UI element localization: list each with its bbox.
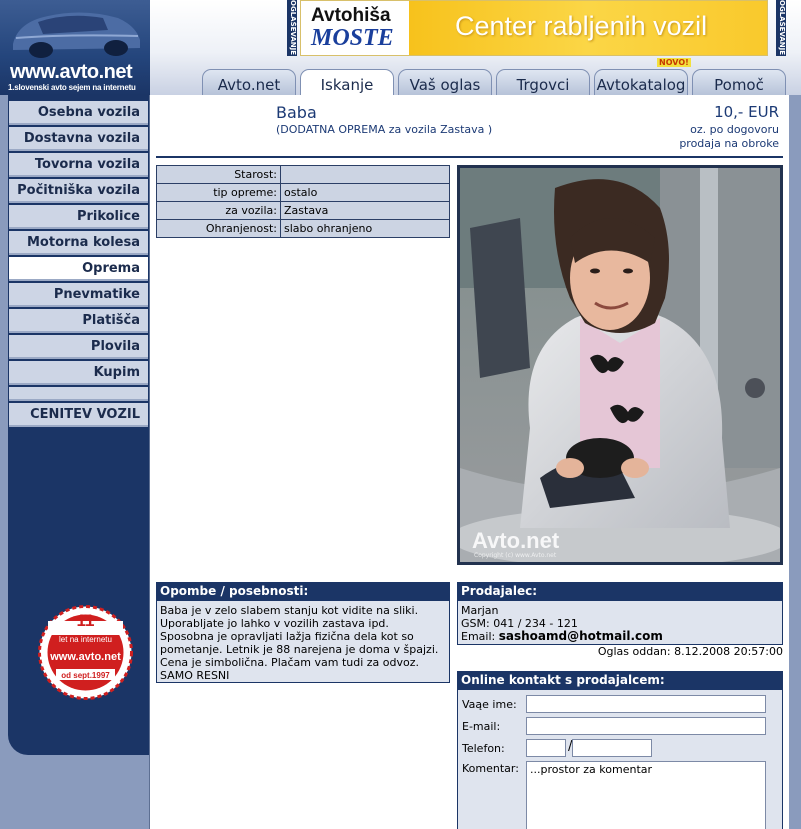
listing-main <box>149 95 789 829</box>
banner-logo <box>301 1 409 55</box>
contact-header: Online kontakt s prodajalcem: <box>457 671 783 689</box>
spec-label: tip opreme: <box>157 184 281 202</box>
car-logo-icon <box>8 4 143 60</box>
notes-header: Opombe / posebnosti: <box>156 582 450 600</box>
seller-email-row <box>461 630 779 643</box>
sidebar-item-dostavna-vozila[interactable]: Dostavna vozila <box>9 127 148 151</box>
listing-subtitle: (DODATNA OPREMA za vozila Zastava ) <box>276 123 493 136</box>
sidebar-item-motorna-kolesa[interactable]: Motorna kolesa <box>9 231 148 255</box>
site-slogan: 1.slovenski avto sejem na internetu <box>8 83 136 92</box>
sidebar-item-osebna-vozila[interactable]: Osebna vozila <box>9 101 148 125</box>
ad-label-left: OGLAŠEVANJE <box>289 0 297 56</box>
email-input[interactable] <box>526 717 766 735</box>
anniversary-badge-icon[interactable] <box>38 605 133 700</box>
spec-value: Zastava <box>281 202 450 220</box>
table-row <box>157 184 450 202</box>
ad-label-right: OGLAŠEVANJE <box>778 0 786 56</box>
listing-photo[interactable] <box>457 165 783 565</box>
email-label: E-mail: <box>462 720 501 733</box>
sidebar-item-oprema[interactable]: Oprema <box>9 257 148 281</box>
banner-logo-top: Avtohiša <box>311 5 391 26</box>
sidebar-item-cenitev-vozil[interactable]: CENITEV VOZIL <box>9 403 148 427</box>
sidebar-item-platisca[interactable]: Platišča <box>9 309 148 333</box>
seller-body <box>457 600 783 645</box>
badge-line1: let na internetu <box>59 635 112 644</box>
sidebar-item-tovorna-vozila[interactable]: Tovorna vozila <box>9 153 148 177</box>
header <box>0 0 801 95</box>
spec-label: Starost: <box>157 166 281 184</box>
header-divider <box>156 156 783 158</box>
price-note-installments: prodaja na obroke <box>679 137 779 150</box>
phone-label: Telefon: <box>462 742 505 755</box>
sidebar <box>8 95 149 755</box>
site-logo[interactable] <box>0 0 150 95</box>
seller-name: Marjan <box>461 604 499 617</box>
badge-line3: od sept.1997 <box>61 671 110 680</box>
ad-banner[interactable] <box>300 0 768 56</box>
seller-gsm: 041 / 234 - 121 <box>493 617 578 630</box>
sidebar-item-kupim[interactable]: Kupim <box>9 361 148 385</box>
name-label: Vaąe ime: <box>462 698 517 711</box>
sidebar-item-prikolice[interactable]: Prikolice <box>9 205 148 229</box>
tab-vas-oglas[interactable]: Vaš oglas <box>398 69 492 95</box>
sidebar-item-empty <box>9 387 148 401</box>
seller-email-link[interactable]: sashoamd@hotmail.com <box>498 629 663 643</box>
banner-text: Center rabljenih vozil <box>455 11 708 41</box>
banner-logo-bottom: MOSTE <box>311 25 394 51</box>
notes-body: Baba je v zelo slabem stanju kot vidite na sliki. Uporabljate jo lahko v vozilih zastava ipd. Sposobna je opravljati lažja fizična dela kot so pometanje. Letnik je 88 narejena je doma v špajzi. Cena je simbolična. Plačam vam tudi za odvoz. SAMO RESNI <box>156 600 450 683</box>
tab-iskanje[interactable]: Iskanje <box>300 69 394 95</box>
spec-label: Ohranjenost: <box>157 220 281 238</box>
sidebar-item-pocitniska-vozila[interactable]: Počitniška vozila <box>9 179 148 203</box>
contact-form <box>457 689 783 829</box>
site-name: www.avto.net <box>10 61 133 83</box>
photo-frame <box>460 168 780 562</box>
specs-table <box>156 165 450 238</box>
seller-gsm-label: GSM: <box>461 617 490 630</box>
posted-date: Oglas oddan: 8.12.2008 20:57:00 <box>597 645 783 658</box>
tab-pomoc[interactable]: Pomoč <box>692 69 786 95</box>
person-photo-icon <box>460 168 780 562</box>
photo-watermark: Avto.net <box>472 528 560 553</box>
spec-value: ostalo <box>281 184 450 202</box>
table-row <box>157 220 450 238</box>
table-row <box>157 166 450 184</box>
comment-textarea[interactable] <box>526 761 766 829</box>
table-row <box>157 202 450 220</box>
comment-label: Komentar: <box>462 762 519 775</box>
photo-copyright: Copyright (c) www.Avto.net <box>474 552 557 559</box>
name-input[interactable] <box>526 695 766 713</box>
sidebar-item-pnevmatike[interactable]: Pnevmatike <box>9 283 148 307</box>
sidebar-item-plovila[interactable]: Plovila <box>9 335 148 359</box>
banner-text-area <box>409 1 767 55</box>
new-badge: NOVO! <box>659 58 689 67</box>
spec-label: za vozila: <box>157 202 281 220</box>
phone-number-input[interactable] <box>572 739 652 757</box>
badge-line2: www.avto.net <box>50 651 121 663</box>
price-note-negotiable: oz. po dogovoru <box>690 123 779 136</box>
listing-price: 10,- EUR <box>714 103 779 121</box>
spec-value: slabo ohranjeno <box>281 220 450 238</box>
phone-prefix-input[interactable] <box>526 739 566 757</box>
seller-email-label: Email: <box>461 630 496 643</box>
tab-trgovci[interactable]: Trgovci <box>496 69 590 95</box>
seller-header: Prodajalec: <box>457 582 783 600</box>
phone-separator: / <box>568 739 573 754</box>
tab-avtokatalog[interactable]: Avtokatalog <box>594 69 688 95</box>
badge-number: 11 <box>76 611 95 630</box>
listing-title: Baba <box>276 103 317 122</box>
spec-value <box>281 166 450 184</box>
tab-avto-net[interactable]: Avto.net <box>202 69 296 95</box>
